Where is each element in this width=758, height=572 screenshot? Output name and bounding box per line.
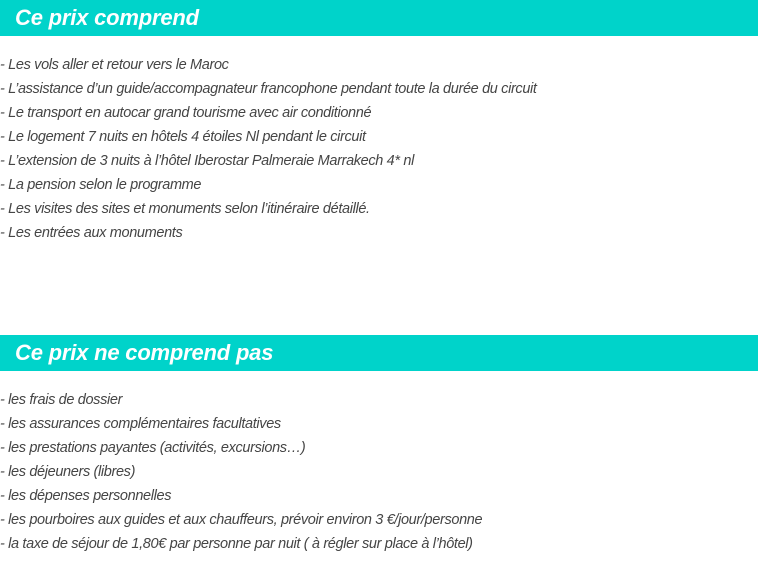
list-item: - les pourboires aux guides et aux chauffeurs, prévoir environ 3 €/jour/personne (0, 512, 483, 528)
list-item: - les assurances complémentaires facultatives (0, 416, 281, 432)
section-header-included: Ce prix comprend (0, 0, 758, 36)
list-item: - Les vols aller et retour vers le Maroc (0, 57, 229, 73)
list-item: - La pension selon le programme (0, 177, 202, 193)
excluded-list (0, 388, 482, 556)
list-item: - les prestations payantes (activités, excursions…) (0, 440, 306, 456)
list-item: - L’extension de 3 nuits à l’hôtel Iberostar Palmeraie Marrakech 4* nl (0, 153, 414, 169)
list-item: - la taxe de séjour de 1,80€ par personne par nuit ( à régler sur place à l’hôtel) (0, 536, 473, 552)
list-item: - Les visites des sites et monuments selon l’itinéraire détaillé. (0, 201, 370, 217)
section-header-excluded: Ce prix ne comprend pas (0, 335, 758, 371)
list-item: - Les entrées aux monuments (0, 225, 183, 241)
list-item: - Le transport en autocar grand tourisme avec air conditionné (0, 105, 372, 121)
list-item: - les déjeuners (libres) (0, 464, 136, 480)
list-item: - Le logement 7 nuits en hôtels 4 étoiles Nl pendant le circuit (0, 129, 366, 145)
list-item: - les frais de dossier (0, 392, 123, 408)
list-item: - L’assistance d’un guide/accompagnateur francophone pendant toute la durée du circuit (0, 81, 537, 97)
list-item: - les dépenses personnelles (0, 488, 172, 504)
included-list (0, 53, 537, 245)
